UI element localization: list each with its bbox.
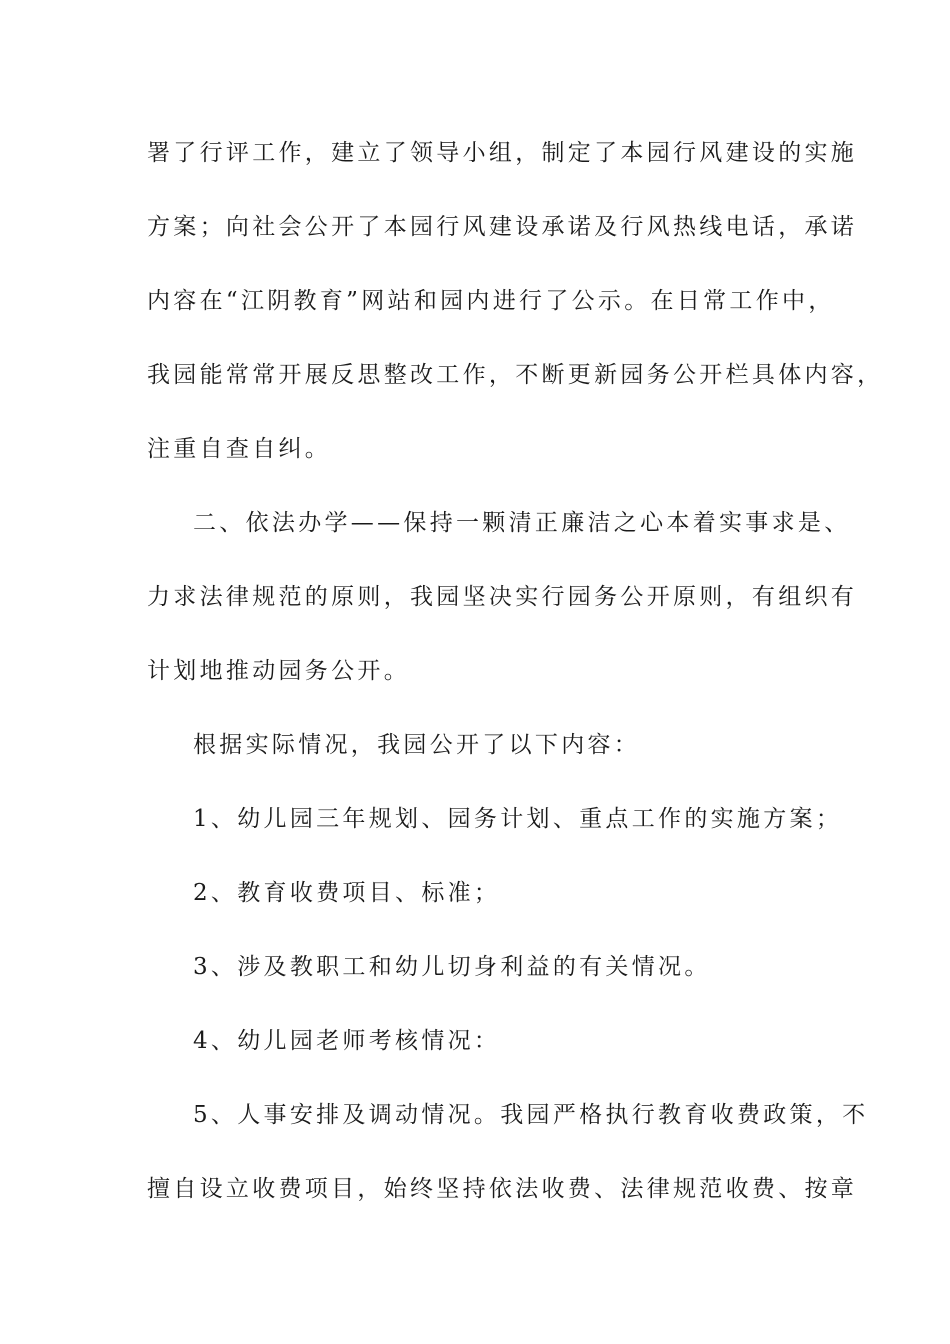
- list-item: 1、幼儿园三年规划、园务计划、重点工作的实施方案；: [193, 806, 843, 832]
- text-line: 内容在“江阴教育”网站和园内进行了公示。在日常工作中，: [147, 288, 835, 314]
- list-item: 5、人事安排及调动情况。我园严格执行教育收费政策，不: [193, 1102, 869, 1128]
- text-line: 方案；向社会公开了本园行风建设承诺及行风热线电话，承诺: [147, 214, 858, 240]
- text-line: 注重自查自纠。: [147, 436, 332, 462]
- text-line: 计划地推动园务公开。: [147, 658, 410, 684]
- list-item: 3、涉及教职工和幼儿切身利益的有关情况。: [193, 954, 711, 980]
- text-line: 擅自设立收费项目，始终坚持依法收费、法律规范收费、按章: [147, 1176, 858, 1202]
- list-item: 4、幼儿园老师考核情况：: [193, 1028, 501, 1054]
- text-line: 力求法律规范的原则，我园坚决实行园务公开原则，有组织有: [147, 584, 858, 610]
- text-line: 我园能常常开展反思整改工作，不断更新园务公开栏具体内容，: [147, 362, 884, 388]
- text-line: 署了行评工作，建立了领导小组，制定了本园行风建设的实施: [147, 140, 858, 166]
- section-heading-line: 二、依法办学——保持一颗清正廉洁之心本着实事求是、: [193, 510, 851, 536]
- list-item: 2、教育收费项目、标准；: [193, 880, 501, 906]
- paragraph-line: 根据实际情况，我园公开了以下内容：: [193, 732, 641, 758]
